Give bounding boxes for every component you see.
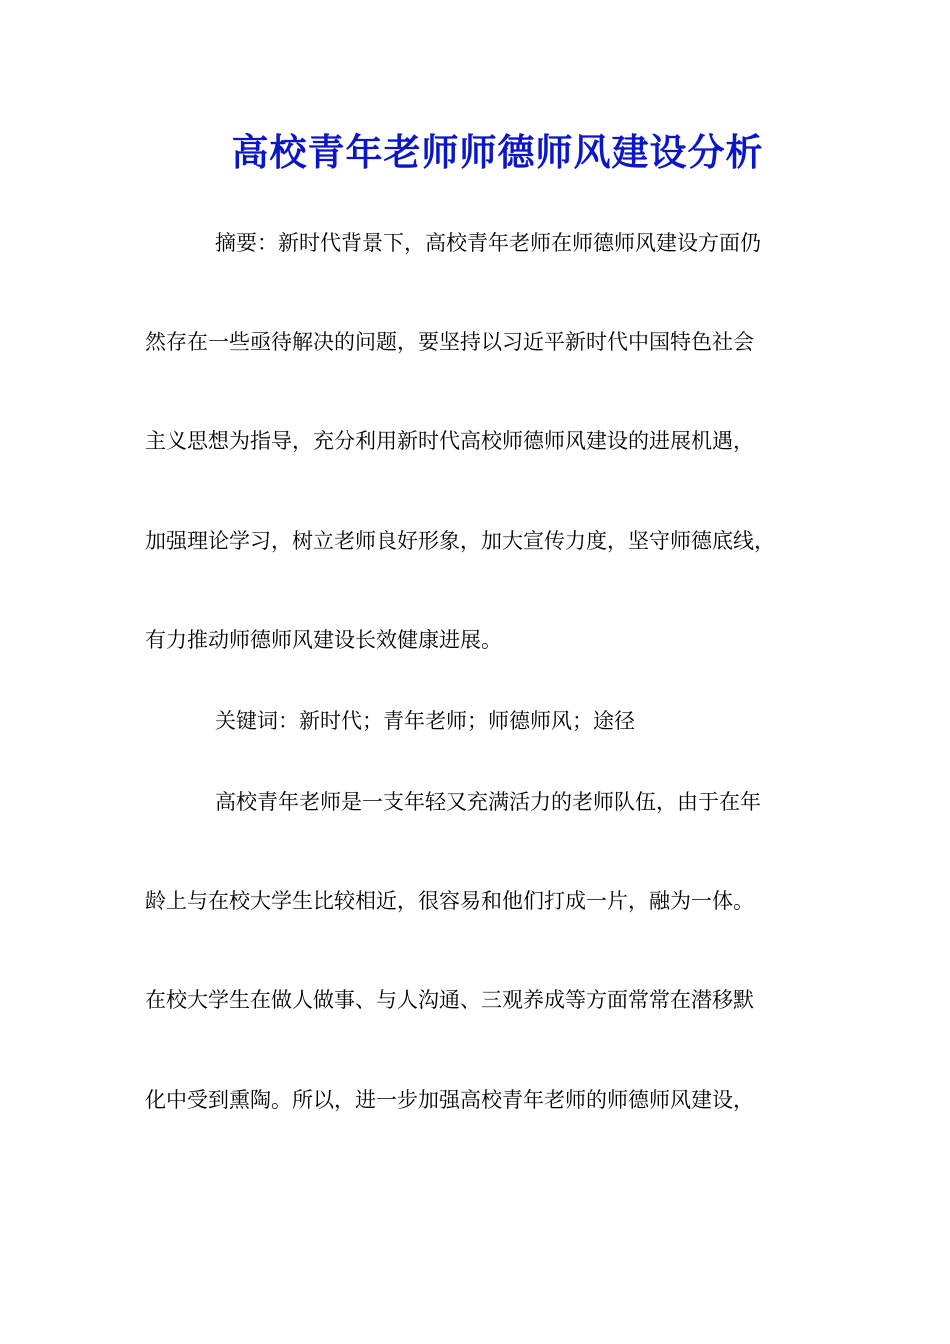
body-line-4: 化中受到熏陶。所以，进一步加强高校青年老师的师德师风建设，: [145, 1088, 754, 1112]
abstract-line-3: 主义思想为指导，充分利用新时代高校师德师风建设的进展机遇，: [145, 429, 754, 453]
body-line-3: 在校大学生在做人做事、与人沟通、三观养成等方面常常在潜移默: [145, 988, 754, 1012]
abstract-line-5: 有力推动师德师风建设长效健康进展。: [145, 628, 502, 652]
body-line-1: 高校青年老师是一支年轻又充满活力的老师队伍，由于在年: [215, 790, 761, 814]
abstract-line-4: 加强理论学习，树立老师良好形象，加大宣传力度，坚守师德底线，: [145, 529, 775, 553]
keywords-line: 关键词：新时代；青年老师；师德师风；途径: [215, 709, 635, 733]
document-title: 高校青年老师师德师风建设分析: [231, 130, 764, 174]
abstract-line-1: 摘要：新时代背景下，高校青年老师在师德师风建设方面仍: [215, 231, 761, 255]
body-line-2: 龄上与在校大学生比较相近，很容易和他们打成一片，融为一体。: [145, 889, 754, 913]
abstract-line-2: 然存在一些亟待解决的问题，要坚持以习近平新时代中国特色社会: [145, 330, 754, 354]
